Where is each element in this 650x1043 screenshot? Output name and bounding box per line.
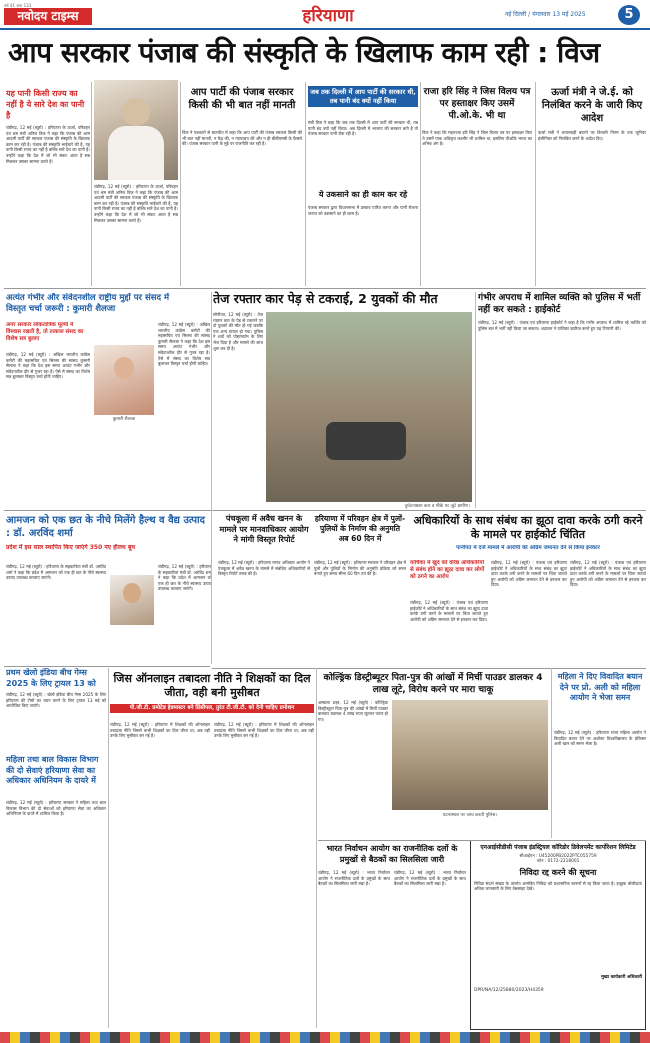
- rule-h-left: [4, 666, 210, 667]
- story-d-text: चंडीगढ़, 12 मई (ब्यूरो) : पंजाब एवं हरियाणा हाईकोर्ट ने अधिकारियों के साथ संबंध का झूठा दावा करके ठगी करने के मामलों पर चिंता जताते हुए आरोपी को अग्रिम जमानत देने से इनकार कर दिया।: [410, 600, 488, 622]
- band2-rule: [4, 510, 646, 511]
- story-d-text-mid: चंडीगढ़, 12 मई (ब्यूरो) : पंजाब एवं हरियाणा हाईकोर्ट ने अधिकारियों के साथ संबंध का झूठा दावा करके ठगी करने के मामलों पर चिंता जताते हुए आरोपी को अग्रिम जमानत देने से इनकार कर दिया।: [491, 560, 567, 588]
- lead-sub2-headline: जब तक दिल्ली में आप पार्टी की सरकार थी, तब पानी बंद क्यों नहीं किया: [308, 86, 418, 107]
- col4-headline: गंभीर अपराध में शामिल व्यक्ति को पुलिस में भर्ती नहीं कर सकते : हाईकोर्ट: [478, 293, 641, 315]
- story-g-text: चंडीगढ़, 12 मई (ब्यूरो) : हरियाणा में शिक्षकों की ऑनलाइन तबादला नीति जिसने कभी शिक्षकों का दिल जीता था, अब वही उनके लिए मुसीबत बन गई है।: [110, 722, 210, 739]
- tender-ref: DPR/NA/12/25880/2023/H4359: [474, 987, 544, 993]
- story-g-headline: जिस ऑनलाइन तबादला नीति ने शिक्षकों का दिल जीता, वही बनी मुसीबत: [113, 672, 311, 699]
- story-e-text: चंडीगढ़, 12 मई (ब्यूरो) : खेलो इंडिया बीच गेम्स 2025 के लिए हरियाणा की टीमों का चयन करने के लिए ट्रायल 13 मई को आयोजित किए जाएंगे।: [6, 692, 106, 709]
- story-a-headline: आमजन को एक छत के नीचे मिलेंगे हैल्थ व वैद्य उत्पाद : डॉ. अरविंद शर्मा: [6, 515, 205, 539]
- story-i-headline: महिला ने दिए विवादित बयान देने पर प्रो. अली को महिला आयोग ने भेजा समन: [557, 672, 643, 702]
- story-b-text: चंडीगढ़, 12 मई (ब्यूरो) : हरियाणा मानव अधिकार आयोग ने पंचकूला में अवैध खनन के मामले में संबंधित अधिकारियों से विस्तृत रिपोर्ट तलब की है।: [218, 560, 310, 577]
- story-j-text-right: चंडीगढ़, 12 मई (ब्यूरो) : भारत निर्वाचन आयोग ने राजनीतिक दलों के प्रमुखों के साथ बैठकों का सिलसिला जारी रखा है।: [394, 870, 466, 887]
- rule-v4: [420, 82, 421, 286]
- story-h-headline: कोल्ड्रिंक डिस्ट्रीब्यूटर पिता-पुत्र की आंखों में मिर्ची पाउडर डालकर 4 लाख लूटे, विरोध करने पर मारा चाकू: [323, 673, 543, 695]
- band3-rule: [212, 668, 646, 669]
- lead-sub3-headline: ये उकसाने का ही काम कर रहे: [318, 190, 408, 199]
- lead-sub1-text: विज ने पत्रकारों से बातचीत में कहा कि आप पार्टी की पंजाब सरकार किसी की भी बात नहीं मानती, न केंद्र की, न न्यायालय की और न ही बीबीएमबी के फैसले की। पंजाब सरकार पानी के मुद्दे पर राजनीति कर रही है।: [182, 130, 302, 147]
- story-h-caption: घटनास्थल पर जांच करती पुलिस।: [442, 813, 498, 818]
- tender-text: निविदा संदर्भ संख्या के अंतर्गत आमंत्रित निविदा को प्रशासनिक कारणों से रद्द किया जाता है। इच्छुक बोलीदाता अधिक जानकारी के लिए वेबसाइट देखें।: [474, 880, 642, 892]
- col3-photo-car: [326, 422, 406, 460]
- rule-v3: [305, 82, 306, 286]
- story-a-text-right: चंडीगढ़, 12 मई (ब्यूरो) : हरियाणा के सहकारिता मंत्री डॉ. अरविंद शर्मा ने कहा कि प्रदेश में आमजन को एक ही छत के नीचे स्वास्थ्य उत्पाद उपलब्ध करवाए जाएंगे।: [158, 564, 212, 592]
- story-i-text: चंडीगढ़, 12 मई (ब्यूरो) : हरियाणा राज्य महिला आयोग ने विवादित बयान देने पर अशोका विश्वविद्यालय के प्रोफेसर अली खान को समन भेजा है।: [554, 730, 646, 747]
- dateline-place: नई दिल्ली / मंगलवार: [505, 11, 551, 18]
- story-a-text: चंडीगढ़, 12 मई (ब्यूरो) : हरियाणा के सहकारिता मंत्री डॉ. अरविंद शर्मा ने कहा कि प्रदेश में आमजन को एक ही छत के नीचे स्वास्थ्य उत्पाद उपलब्ध करवाए जाएंगे।: [6, 564, 106, 581]
- story-e-headline: प्रथम खेलो इंडिया बीच गेम्स 2025 के लिए ट्रायल 13 को: [6, 668, 96, 688]
- story-d-bullet: याचिका में खुद को वरिष्ठ अधिकारियों से संबंध होने का झूठा दावा कर लोगों को ठगने का आरोप: [410, 560, 485, 580]
- lead-side-text: चंडीगढ़, 12 मई (ब्यूरो) : हरियाणा के ऊर्जा, परिवहन एवं श्रम मंत्री अनिल विज ने कहा कि पंजाब की आम आदमी पार्टी की सरकार पंजाब की संस्कृति के खिलाफ काम कर रही है। पंजाब की संस्कृति भाईचारे की है, यह पानी किसी राज्य का नहीं है बल्कि सारे देश का पानी है। उन्होंने कहा कि देश में जो भी संकट आता है सब मिलकर उसका सामना करते हैं।: [6, 125, 90, 164]
- tender-org: एनआईसीडीसी पंजाब इंडस्ट्रियल कॉरिडोर डिवेलपमेंट कार्पोरेशन लिमिटेड: [480, 844, 636, 851]
- lead-bottom-rule: [4, 288, 646, 289]
- col2-photo-face: [114, 357, 134, 379]
- lead-sub2-text: मंत्री विज ने कहा कि जब तक दिल्ली में आप पार्टी की सरकार थी, तब पानी बंद क्यों नहीं किया। अब दिल्ली में भाजपा की सरकार बनी है तो पंजाब सरकार पानी रोक रही है।: [308, 120, 418, 137]
- story-a-bullet: प्रदेश में इस साल स्थापित किए जाएंगे 350 नए हीलथ बूथ: [6, 544, 136, 551]
- lead-sub5-text: ऊर्जा मंत्री ने लापरवाही बरतने पर बिजली निगम के एक जूनियर इंजीनियर को निलंबित करने के आदेश दिए।: [538, 130, 646, 141]
- col2-text-right: चंडीगढ़, 12 मई (ब्यूरो) : अखिल भारतीय कांग्रेस कमेटी की महासचिव एवं सिरसा की सांसद कुमारी सैलजा ने कहा कि देश इस समय अत्यंत गंभीर और संवेदनशील दौर से गुजर रहा है। ऐसे में संसद का विशेष सत्र बुलाकर विस्तृत चर्चा होनी चाहिए।: [158, 322, 210, 367]
- lead-text-under-photo: चंडीगढ़, 12 मई (ब्यूरो) : हरियाणा के ऊर्जा, परिवहन एवं श्रम मंत्री अनिल विज ने कहा कि पंजाब की आम आदमी पार्टी की सरकार पंजाब की संस्कृति के खिलाफ काम कर रही है। पंजाब की संस्कृति भाईचारे की है, यह पानी किसी राज्य का नहीं है बल्कि सारे देश का पानी है। उन्होंने कहा कि देश में जो भी संकट आता है सब मिलकर उसका सामना करते हैं।: [94, 184, 178, 223]
- tender-sign: मुख्य कार्यकारी अधिकारी: [601, 974, 642, 980]
- lead-sub5-headline: ऊर्जा मंत्री ने जे.ई. को निलंबित करने के जारी किए आदेश: [541, 87, 643, 124]
- paper-name-logo: नवोदय टाइम्स: [4, 8, 92, 25]
- story-c-text: चंडीगढ़, 12 मई (ब्यूरो) : हरियाणा सरकार ने परिवहन क्षेत्र में पुलों और पुलियों के निर्माण की अनुमति प्रक्रिया को सरल बनाते हुए समय सीमा 60 दिन तय की है।: [314, 560, 406, 577]
- story-a-photo: [110, 575, 154, 625]
- lead-sub1-headline: आप पार्टी की पंजाब सरकार किसी की भी बात नहीं मानती: [188, 87, 296, 111]
- rule-v5: [535, 82, 536, 286]
- col4-text: चंडीगढ़, 12 मई (ब्यूरो) : पंजाब एवं हरियाणा हाईकोर्ट ने कहा है कि गंभीर अपराध में शामिल रहे व्यक्ति को पुलिस बल में भर्ती नहीं किया जा सकता। अदालत ने याचिका खारिज करते हुए यह टिप्पणी की।: [478, 320, 646, 331]
- story-h-text: अम्बाला शहर, 12 मई (ब्यूरो) : कोल्ड्रिंक डिस्ट्रीब्यूटर पिता-पुत्र की आंखों में मिर्ची पाउडर डालकर बदमाश 4 लाख रुपए लूटकर फरार हो गए।: [318, 700, 388, 722]
- story-f-text: चंडीगढ़, 12 मई (ब्यूरो) : हरियाणा सरकार ने महिला तथा बाल विकास विभाग की दो सेवाओं को हरियाणा सेवा का अधिकार अधिनियम के दायरे में शामिल किया है।: [6, 800, 106, 817]
- story-a-photo-face: [123, 583, 141, 603]
- rule-v9: [316, 668, 317, 1028]
- col3-headline: तेज रफ्तार कार पेड़ से टकराई, 2 युवकों की मौत: [213, 291, 438, 306]
- story-f-headline: महिला तथा बाल विकास विभाग की दो सेवाएं हरियाणा सेवा का अधिकार अधिनियम के दायरे में: [6, 755, 99, 785]
- tender-title: निविदा रद्द करने की सूचना: [519, 867, 597, 877]
- dateline-date: 13 मई 2025: [552, 11, 586, 18]
- story-j-headline: भारत निर्वाचन आयोग का राजनीतिक दलों के प्रमुखों से बैठकों का सिलसिला जारी: [326, 844, 458, 864]
- col3-text: सोनीपत, 12 मई (ब्यूरो) : तेज रफ्तार कार के पेड़ से टकराने पर दो युवकों की मौत हो गई जबकि एक अन्य घायल हो गया। पुलिस ने शवों को पोस्टमार्टम के लिए भेज दिया है और मामले की जांच शुरू कर दी है।: [213, 312, 263, 351]
- story-c-headline: हरियाणा में परिवहन क्षेत्र में पुलों-पुलियों के निर्माण की अनुमति अब 60 दिन में: [314, 514, 406, 543]
- rule-v7: [475, 292, 476, 508]
- story-g-strap: पी.जी.टी. प्रमोटेड हेडमास्टर बने प्रिंसीपल, तुरंत टी.जी.टी. को देनी चाहिए प्रमोशन: [110, 704, 314, 713]
- page-number: 5: [618, 5, 640, 25]
- footer-strip: [0, 1032, 650, 1043]
- lead-photo-body: [108, 126, 164, 180]
- lead-sub3-text: पंजाब सरकार द्वारा विधानसभा में प्रस्ताव पारित करना और पानी रोकना जनता को उकसाने का ही काम है।: [308, 205, 418, 216]
- lead-sub4-headline: राजा हरि सिंह ने जिस विलय पत्र पर हस्ताक्षर किए उसमें पी.ओ.के. भी था: [423, 87, 531, 121]
- lead-sub4-text: विज ने कहा कि महाराजा हरि सिंह ने जिस विलय पत्र पर हस्ताक्षर किए थे उसमें पाक अधिकृत कश्मीर भी शामिल था, इसलिए पीओके भारत का अभिन्न अंग है।: [422, 130, 532, 147]
- story-d-subhead: पानीपत में दर्ज मामले में आरोपी को अग्रिम जमानत देने से किया इनकार: [456, 545, 600, 551]
- lead-photo: [94, 80, 178, 180]
- rule-v6: [211, 292, 212, 664]
- col3-caption: दुर्घटनाग्रस्त कार व मौके पर जुटे ग्रामीण।: [404, 504, 470, 509]
- col3-photo: [266, 312, 472, 502]
- tender-contact: फोन : 0172-2218001: [536, 859, 580, 864]
- col2-caption: कुमारी शैलजा: [112, 417, 136, 422]
- masthead: [0, 0, 650, 30]
- rule-v8: [108, 668, 109, 1028]
- story-b-headline: पंचकूला में अवैध खनन के मामले पर मानवाधिकार आयोग ने मांगी विस्तृत रिपोर्ट: [219, 514, 309, 544]
- dateline: [505, 10, 586, 18]
- lead-side-bullet: यह पानी किसी राज्य का नहीं है ये सारे देश का पानी है: [6, 89, 85, 120]
- section-title: हरियाणा: [302, 6, 354, 26]
- story-j-text: चंडीगढ़, 12 मई (ब्यूरो) : भारत निर्वाचन आयोग ने राजनीतिक दलों के प्रमुखों के साथ बैठकों का सिलसिला जारी रखा है।: [318, 870, 390, 887]
- tender-address: सीआईएन : U45200PB2022PTC055759: [519, 853, 597, 859]
- rule-v10: [551, 668, 552, 838]
- rule-v2: [180, 82, 181, 286]
- story-d-text-right: चंडीगढ़, 12 मई (ब्यूरो) : पंजाब एवं हरियाणा हाईकोर्ट ने अधिकारियों के साथ संबंध का झूठा दावा करके ठगी करने के मामलों पर चिंता जताते हुए आरोपी को अग्रिम जमानत देने से इनकार कर दिया।: [570, 560, 646, 588]
- col2-headline: अत्यंत गंभीर और संवेदनशील राष्ट्रीय मुद्दों पर संसद में विस्तृत चर्चा जरूरी : कुमारी शैलजा: [6, 293, 170, 314]
- col2-bullet: अगर सरकार लोकतांत्रिक मूल्यों में विश्वास रखती है, तो तत्काल संसद का विशेष सत्र बुलाए: [6, 322, 84, 342]
- story-h-photo: [392, 700, 548, 810]
- story-d-headline: अधिकारियों के साथ संबंध का झूठा दावा करके ठगी करने के मामले पर हाईकोर्ट चिंतित: [413, 514, 643, 541]
- rule-h-j: [318, 840, 646, 841]
- story-g-text-right: चंडीगढ़, 12 मई (ब्यूरो) : हरियाणा में शिक्षकों की ऑनलाइन तबादला नीति जिसने कभी शिक्षकों का दिल जीता था, अब वही उनके लिए मुसीबत बन गई है।: [214, 722, 314, 739]
- masthead-small-top: वर्ष 41 अंक 133: [4, 3, 32, 8]
- lead-photo-figure: [122, 98, 150, 126]
- tender-box: [470, 840, 646, 1030]
- col2-text: चंडीगढ़, 12 मई (ब्यूरो) : अखिल भारतीय कांग्रेस कमेटी की महासचिव एवं सिरसा की सांसद कुमारी सैलजा ने कहा कि देश इस समय अत्यंत गंभीर और संवेदनशील दौर से गुजर रहा है। ऐसे में संसद का विशेष सत्र बुलाकर विस्तृत चर्चा होनी चाहिए।: [6, 352, 90, 380]
- rule-v1: [91, 82, 92, 286]
- lead-headline: आप सरकार पंजाब की संस्कृति के खिलाफ काम रही : विज: [8, 36, 600, 69]
- col2-photo: [94, 345, 154, 415]
